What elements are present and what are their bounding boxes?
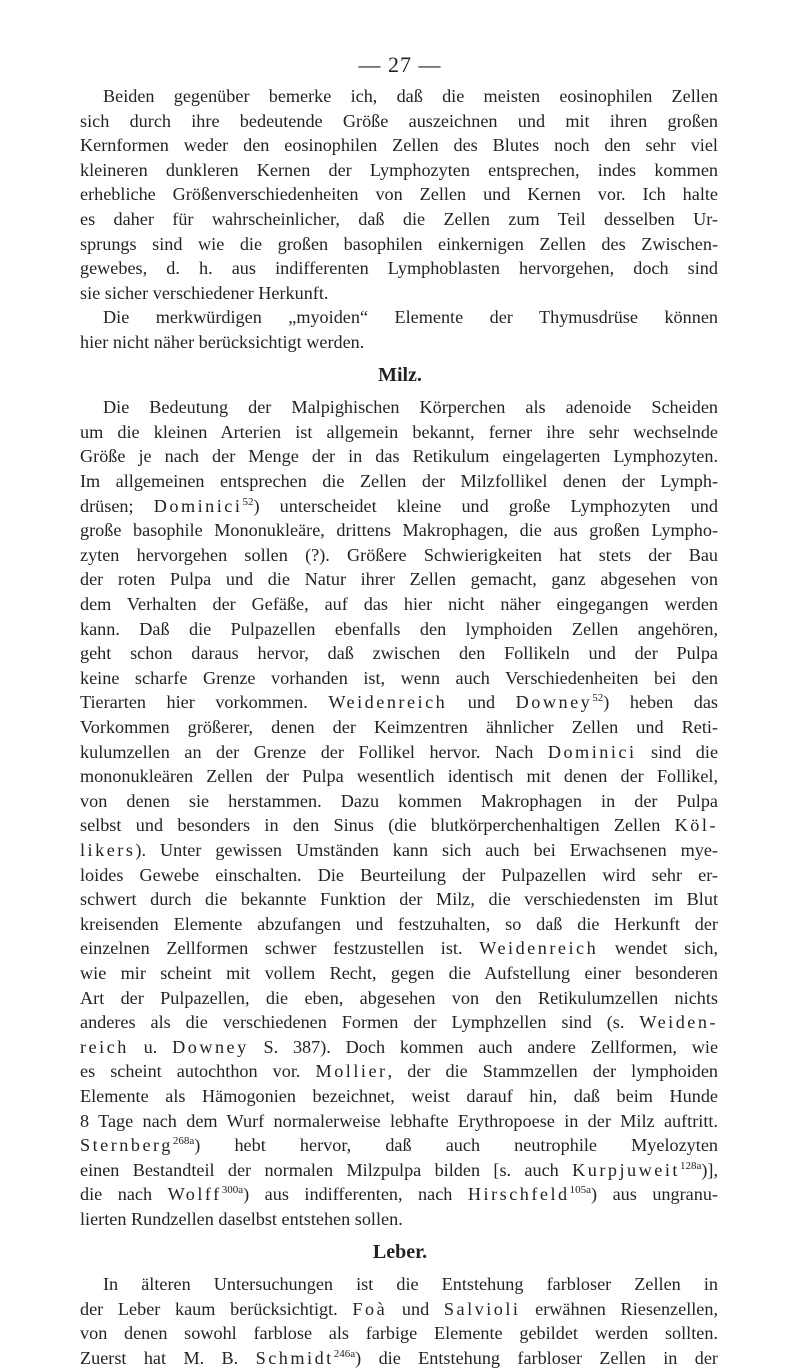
author-name: Wolff — [167, 1184, 222, 1205]
text-line — [80, 641, 718, 666]
author-name: Hirschfeld — [467, 1184, 570, 1205]
text-run: hier nicht näher berücksichtigt werden. — [80, 332, 365, 352]
section-heading-leber: Leber. — [372, 1240, 428, 1263]
footnote-ref: 300a — [221, 1184, 244, 1197]
text-line — [80, 494, 718, 519]
footnote-ref: 52 — [242, 495, 254, 508]
text-line — [80, 543, 718, 568]
text-run: loides Gewebe einschalten. Die Beurteilung der Pulpazellen wird sehr er- — [80, 864, 718, 885]
text-run: keine scharfe Grenze vorhanden ist, wenn auch Verschiedenheiten bei den — [80, 667, 718, 688]
text-run: große basophile Mononukleäre, drittens Makrophagen, die aus großen Lympho- — [80, 520, 718, 541]
text-run: erhebliche Größenverschiedenheiten von Zellen und Kernen vor. Ich halte — [80, 184, 718, 205]
text-run: um die kleinen Arterien ist allgemein bekannt, ferner ihre sehr wechselnde — [80, 421, 718, 442]
text-run: ) unterscheidet kleine und große Lymphozyten und — [253, 495, 718, 516]
author-name: Kurpjuweit — [572, 1159, 680, 1180]
text-line — [80, 84, 718, 109]
text-run: einzelnen Zellformen schwer festzustellen ist. — [80, 938, 463, 959]
text-run: u. — [143, 1036, 158, 1057]
text-line — [80, 887, 718, 912]
author-name: Weiden- — [639, 1012, 719, 1033]
text-line — [80, 592, 718, 617]
text-run: Kernformen weder den eosinophilen Zellen des Blutes noch den sehr viel — [80, 135, 718, 156]
text-run: Tierarten hier vorkommen. — [80, 692, 308, 713]
text-line — [80, 740, 718, 765]
text-run: Beiden gegenüber bemerke ich, daß die meisten eosinophilen Zellen — [103, 86, 718, 106]
text-run: sprungs sind wie die großen basophilen einkernigen Zellen des Zwischen- — [80, 233, 718, 254]
text-line — [80, 1321, 718, 1346]
text-line — [80, 518, 718, 543]
text-line — [80, 420, 718, 445]
text-run: von denen sie herstammen. Dazu kommen Makrophagen in der Pulpa — [80, 790, 718, 811]
text-run: dem Verhalten der Gefäße, auf das hier nicht näher eingegangen werden — [80, 594, 718, 614]
text-line — [80, 182, 718, 207]
text-run: 8 Tage nach dem Wurf normalerweise lebhafte Erythropoese in der Milz auftritt. — [80, 1110, 718, 1131]
text-run: , der die Stammzellen der lymphoiden — [387, 1061, 718, 1082]
text-run: der Leber kaum berücksichtigt. — [80, 1298, 338, 1319]
text-line — [80, 1133, 718, 1158]
text-line — [80, 158, 718, 183]
text-run: selbst und besonders in den Sinus (die blutkörperchenhaltigen Zellen — [80, 815, 661, 836]
text-line — [80, 715, 718, 740]
text-run: wie mir scheint mit vollem Recht, gegen die Aufstellung einer besonderen — [80, 963, 718, 983]
author-name: likers — [80, 840, 136, 860]
text-run: sind die — [651, 741, 719, 762]
text-run: )], — [701, 1159, 718, 1180]
text-line — [80, 330, 718, 355]
text-run: drüsen; — [80, 495, 134, 516]
text-run: der roten Pulpa und die Natur ihrer Zellen gemacht, ganz abgesehen von — [80, 569, 718, 590]
text-line — [103, 305, 718, 330]
text-run: ) aus ungranu- — [591, 1184, 718, 1205]
footnote-ref: 105a — [569, 1184, 592, 1197]
text-run: kleineren dunkleren Kernen der Lymphozyten entsprechen, indes kommen — [80, 159, 718, 180]
text-run: ). Unter gewissen Umständen kann sich auch bei Erwachsenen mye- — [135, 840, 718, 860]
text-line — [80, 789, 718, 814]
text-run: ) heben das — [603, 692, 719, 713]
text-run: Größe je nach der Menge der in das Retikulum eingelagerten Lymphozyten. — [80, 446, 718, 467]
author-name: Sternberg — [80, 1135, 173, 1156]
text-run: anderes als die verschiedenen Formen der Lymphzellen sind (s. — [80, 1012, 625, 1033]
text-run: mononukleären Zellen der Pulpa wesentlich identisch mit denen der Follikel, — [80, 766, 718, 787]
footnote-ref: 246a — [333, 1348, 356, 1360]
author-name: Foà — [352, 1298, 388, 1319]
author-name: Weidenreich — [328, 692, 448, 713]
author-name: Weidenreich — [479, 938, 599, 959]
text-line — [80, 133, 718, 158]
text-run: von denen sowohl farblose als farbige Elemente gebildet werden sollten. — [80, 1323, 718, 1344]
text-line — [80, 690, 718, 715]
text-run: gewebes, d. h. aus indifferenten Lymphoblasten hervorgehen, doch sind — [80, 258, 718, 279]
text-line — [80, 1010, 718, 1035]
author-name: Downey — [515, 692, 593, 713]
author-name: Salvioli — [443, 1298, 521, 1319]
text-run: ) aus indifferenten, nach — [243, 1184, 453, 1205]
text-line — [80, 1182, 718, 1207]
text-run: kulumzellen an der Grenze der Follikel hervor. Nach — [80, 741, 534, 762]
text-line — [80, 567, 718, 592]
text-run: es scheint autochthon vor. — [80, 1061, 301, 1082]
author-name: Dominici — [153, 495, 243, 516]
text-line — [80, 1158, 718, 1183]
text-line — [103, 1272, 718, 1297]
text-line — [80, 936, 718, 961]
author-name: reich — [80, 1036, 129, 1057]
text-run: geht schon daraus hervor, daß zwischen den Follikeln und der Pulpa — [80, 643, 718, 664]
section-heading-milz: Milz. — [378, 363, 422, 386]
text-run: kreisenden Elemente abzufangen und festzuhalten, so daß die Herkunft der — [80, 913, 718, 934]
text-line — [80, 666, 718, 691]
author-name: Schmidt — [255, 1348, 334, 1368]
text-run: In älteren Untersuchungen ist die Entstehung farbloser Zellen in — [103, 1274, 718, 1295]
text-line — [80, 838, 718, 863]
text-line — [80, 256, 718, 281]
author-name: Downey — [172, 1036, 249, 1057]
author-name: Köl- — [674, 815, 718, 836]
text-line — [80, 863, 718, 888]
author-name: Mollier — [315, 1061, 388, 1082]
text-run: Art der Pulpazellen, die eben, abgesehen von den Retikulumzellen nichts — [80, 987, 718, 1008]
text-run: erwähnen Riesenzellen, — [535, 1298, 719, 1319]
text-run: und — [467, 692, 496, 713]
text-run: lierten Rundzellen daselbst entstehen sollen. — [80, 1209, 403, 1229]
text-line — [80, 813, 718, 838]
footnote-ref: 268a — [172, 1135, 195, 1148]
text-line — [80, 986, 718, 1011]
text-run: Im allgemeinen entsprechen die Zellen der Milzfollikel denen der Lymph- — [80, 471, 718, 491]
text-run: Die Bedeutung der Malpighischen Körperchen als adenoide Scheiden — [103, 397, 718, 418]
text-line — [80, 444, 718, 469]
text-line — [80, 912, 718, 937]
text-line — [80, 1035, 718, 1060]
text-run: kann. Daß die Pulpazellen ebenfalls den lymphoiden Zellen angehören, — [80, 618, 718, 639]
text-line — [80, 1346, 718, 1371]
text-line — [80, 207, 718, 232]
text-run: Zuerst hat M. B. — [80, 1348, 239, 1368]
text-line — [80, 469, 718, 494]
text-run: schwert durch die bekannte Funktion der Milz, die verschiedensten im Blut — [80, 889, 718, 910]
footnote-ref: 128a — [679, 1159, 702, 1172]
text-run: S. 387). Doch kommen auch andere Zellformen, wie — [263, 1036, 719, 1057]
text-run: und — [401, 1298, 430, 1319]
text-line — [80, 764, 718, 789]
text-line — [80, 1084, 718, 1109]
text-run: wendet sich, — [614, 938, 718, 959]
text-run: die nach — [80, 1184, 153, 1205]
text-line — [80, 1059, 718, 1084]
text-line — [80, 232, 718, 257]
text-line — [80, 109, 718, 134]
text-run: Elemente als Hämogonien bezeichnet, weist darauf hin, daß beim Hunde — [80, 1086, 718, 1106]
text-run: es daher für wahrscheinlicher, daß die Zellen zum Teil desselben Ur- — [80, 209, 718, 229]
text-line — [80, 1109, 718, 1134]
text-line — [80, 617, 718, 642]
text-run: sich durch ihre bedeutende Größe auszeichnen und mit ihren großen — [80, 110, 718, 131]
author-name: Dominici — [547, 741, 637, 762]
page-number: — 27 — — [358, 52, 442, 77]
text-line — [80, 281, 718, 306]
text-run: Vorkommen größerer, denen der Keimzentren ähnlicher Zellen und Reti- — [80, 717, 718, 737]
footnote-ref: 52 — [592, 692, 604, 705]
text-line — [80, 1297, 718, 1322]
text-run: ) hebt hervor, daß auch neutrophile Myelozyten — [194, 1135, 718, 1156]
text-run: Die merkwürdigen „myoiden“ Elemente der Thymusdrüse können — [103, 307, 718, 328]
text-run: ) die Entstehung farbloser Zellen in der — [355, 1348, 718, 1368]
text-line — [103, 395, 718, 420]
text-run: zyten hervorgehen sollen (?). Größere Schwierigkeiten hat stets der Bau — [80, 544, 718, 565]
text-run: einen Bestandteil der normalen Milzpulpa bilden [s. auch — [80, 1159, 559, 1180]
text-line — [80, 961, 718, 986]
text-run: sie sicher verschiedener Herkunft. — [80, 282, 329, 303]
